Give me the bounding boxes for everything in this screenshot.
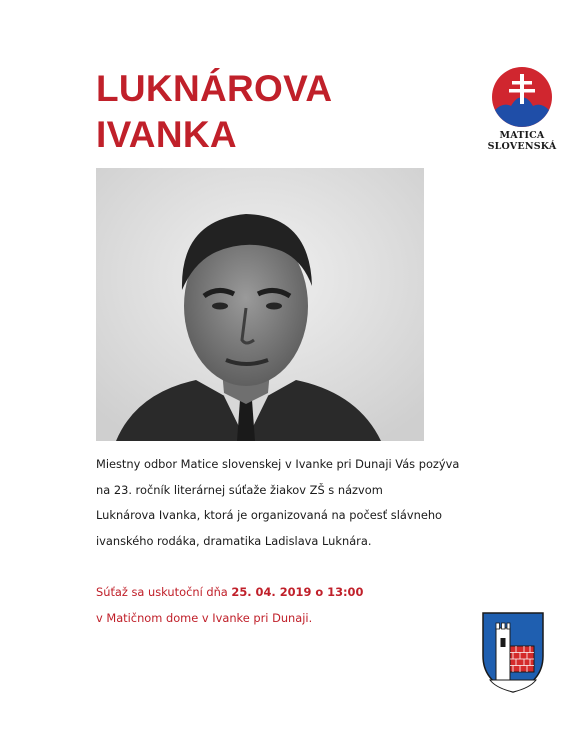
intro-line: ivanského rodáka, dramatika Ladislava Luknára. (96, 533, 372, 548)
logo-text (482, 130, 562, 152)
logo-text-line-2: SLOVENSKÁ (487, 141, 557, 152)
intro-paragraph (96, 455, 516, 557)
matica-slovenska-logo (482, 66, 562, 152)
title-line-2: IVANKA (96, 114, 237, 155)
event-prefix: Súťaž sa uskutoční dňa (96, 585, 232, 599)
event-date-line (96, 583, 496, 609)
intro-line: Miestny odbor Matice slovenskej v Ivanke pri Dunaji Vás pozýva (96, 457, 460, 471)
page-title (96, 66, 332, 158)
coat-of-arms-icon (480, 610, 546, 698)
event-datetime: 25. 04. 2019 o 13:00 (231, 585, 364, 599)
logo-text-line-1: MATICA (499, 130, 545, 141)
intro-line: Luknárova Ivanka, ktorá je organizovaná na počesť slávneho (96, 508, 443, 522)
matica-emblem-icon (491, 66, 553, 128)
event-place: v Matičnom dome v Ivanke pri Dunaji. (96, 611, 313, 625)
intro-line: na 23. ročník literárnej súťaže žiakov ZŠ s názvom (96, 482, 383, 497)
portrait-photo (96, 168, 424, 441)
title-line-1: LUKNÁROVA (96, 68, 333, 109)
event-info (96, 583, 496, 635)
